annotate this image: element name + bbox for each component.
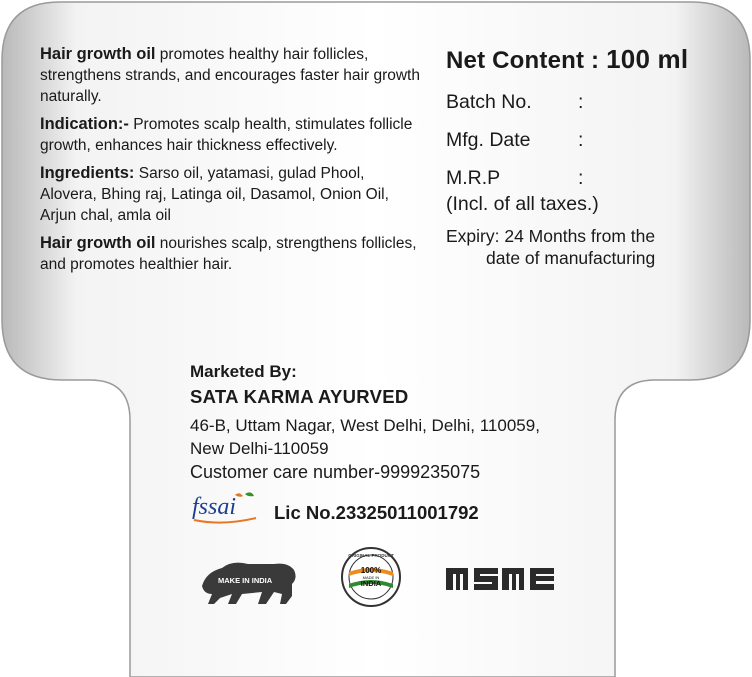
net-content-value: 100 ml bbox=[606, 44, 689, 74]
make-in-india-lion-icon bbox=[196, 556, 300, 608]
batch-colon: : bbox=[578, 91, 584, 113]
ingredients-paragraph bbox=[40, 163, 420, 226]
mrp-field bbox=[446, 165, 736, 203]
fssai-logo-icon bbox=[190, 490, 260, 526]
fssai-logo-text: fssai bbox=[192, 494, 237, 520]
marketer-info bbox=[190, 362, 590, 490]
mrp-label: M.R.P bbox=[446, 167, 501, 189]
badge-top-text: ORIGINAL PRODUCT bbox=[348, 553, 394, 558]
expiry-line-2: date of manufacturing bbox=[486, 248, 656, 268]
summary-text: nourishes scalp, strengthens follicles, and promotes healthier hair. bbox=[40, 235, 417, 273]
ingredients-text: Sarso oil, yatamasi, gulad Phool, Alovera, Bhing raj, Latinga oil, Dasamol, Onion Oil, Arjun chal, amla oil bbox=[40, 165, 389, 224]
marketed-by-label: Marketed By: bbox=[190, 362, 297, 381]
net-content bbox=[446, 44, 736, 75]
taxes-note: (Incl. of all taxes.) bbox=[446, 193, 599, 215]
mrp-colon: : bbox=[578, 167, 584, 189]
summary-paragraph bbox=[40, 233, 420, 275]
product-details-column bbox=[446, 44, 736, 269]
made-in-india-badge-icon bbox=[340, 546, 402, 608]
benefit-text: promotes healthy hair follicles, strengthens strands, and encourages faster hair growth naturally. bbox=[40, 46, 420, 105]
expiry-note bbox=[446, 225, 736, 269]
fssai-row bbox=[190, 490, 590, 530]
license-number: Lic No.23325011001792 bbox=[274, 502, 479, 523]
badge-country-text: INDIA bbox=[360, 579, 382, 588]
batch-label: Batch No. bbox=[446, 91, 532, 113]
msme-text: MSME bbox=[444, 566, 447, 567]
net-content-label: Net Content : bbox=[446, 47, 600, 74]
customer-care: Customer care number-9999235075 bbox=[190, 462, 481, 482]
address-line-1: 46-B, Uttam Nagar, West Delhi, Delhi, 110059, bbox=[190, 416, 540, 435]
indication-label: Indication:- bbox=[40, 115, 129, 133]
product-name-bold: Hair growth oil bbox=[40, 45, 156, 63]
badge-made-text: MADE IN bbox=[362, 575, 380, 580]
make-in-india-text: MAKE IN INDIA bbox=[218, 576, 273, 585]
msme-logo-icon bbox=[444, 566, 556, 592]
product-name-bold: Hair growth oil bbox=[40, 234, 156, 252]
expiry-line-1: Expiry: 24 Months from the bbox=[446, 226, 656, 246]
mfg-colon: : bbox=[578, 129, 584, 151]
mfg-date-field bbox=[446, 127, 736, 165]
indication-text: Promotes scalp health, stimulates follicle growth, enhances hair thickness effectively. bbox=[40, 116, 413, 154]
badge-percent-text: 100% bbox=[360, 566, 382, 575]
batch-field bbox=[446, 89, 736, 127]
indication-paragraph bbox=[40, 114, 420, 156]
ingredients-label: Ingredients: bbox=[40, 164, 135, 182]
mfg-date-label: Mfg. Date bbox=[446, 129, 531, 151]
company-name: SATA KARMA AYURVED bbox=[190, 386, 409, 407]
address-line-2: New Delhi-110059 bbox=[190, 439, 329, 458]
description-column bbox=[40, 44, 420, 282]
benefit-paragraph bbox=[40, 44, 420, 107]
